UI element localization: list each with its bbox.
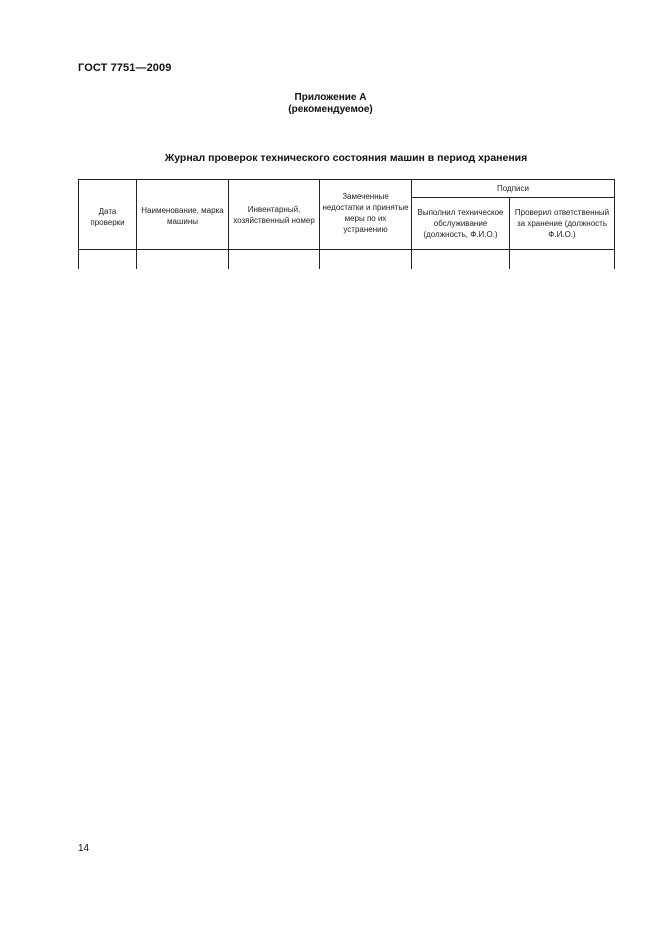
column-header-checked: Проверил ответственный за хранение (должность Ф.И.О.): [510, 198, 615, 250]
standard-designation: ГОСТ 7751—2009: [78, 62, 172, 74]
page-number: 14: [78, 843, 90, 854]
appendix-heading: [0, 92, 661, 116]
table-row: [79, 250, 615, 270]
journal-title: Журнал проверок технического состояния машин в период хранения: [164, 152, 528, 164]
table-cell-inventory: [229, 250, 320, 270]
table-cell-name: [137, 250, 229, 270]
appendix-status: (рекомендуемое): [288, 104, 373, 115]
column-header-date: Дата проверки: [79, 180, 137, 250]
appendix-title: Приложение А: [294, 92, 367, 103]
table-header-row: [79, 180, 615, 198]
column-header-defects: Замеченные недостатки и принятые меры по их устранению: [320, 180, 412, 250]
table-cell-defects: [320, 250, 412, 270]
column-header-maintenance: Выполнил техническое обслуживание (должность, Ф.И.О.): [412, 198, 510, 250]
table-cell-maintenance: [412, 250, 510, 270]
column-header-name: Наименование, марка машины: [137, 180, 229, 250]
table-cell-date: [79, 250, 137, 270]
table-cell-checked: [510, 250, 615, 270]
inspection-journal-table: [78, 179, 615, 269]
column-header-signatures: Подписи: [412, 180, 615, 198]
column-header-inventory: Инвентарный, хозяйственный номер: [229, 180, 320, 250]
